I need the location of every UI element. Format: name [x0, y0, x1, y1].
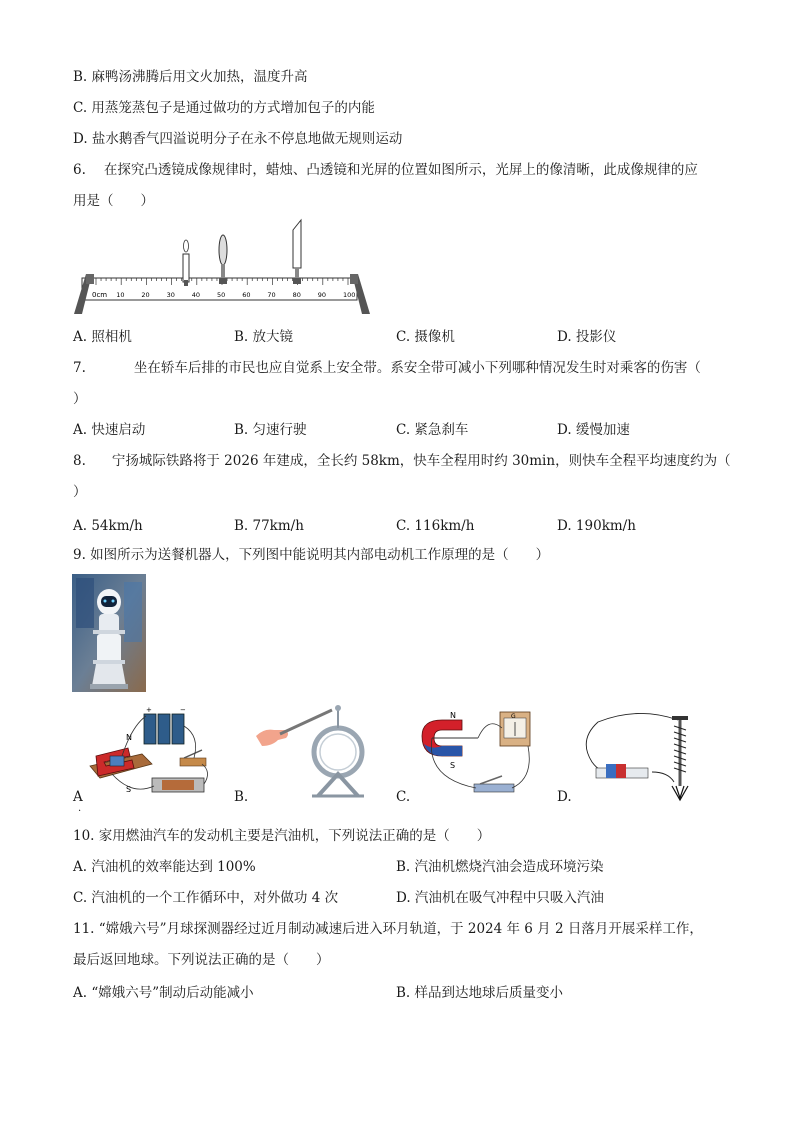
- svg-text:N: N: [450, 711, 456, 720]
- q10-option-a: A. 汽油机的效率能达到 100%: [73, 859, 256, 875]
- metal-ring: [314, 728, 362, 776]
- svg-text:N: N: [126, 733, 132, 742]
- ruler-tick-label: 50: [217, 291, 226, 299]
- q8-option-c: C. 116km/h: [396, 518, 475, 534]
- q9-label-a: A: [73, 789, 83, 805]
- svg-text:S: S: [126, 785, 132, 794]
- q7-number: 7.: [73, 360, 86, 376]
- q10-option-d: D. 汽油机在吸气冲程中只吸入汽油: [396, 890, 604, 906]
- q6-number: 6.: [73, 162, 86, 178]
- q5-option-c: C. 用蒸笼蒸包子是通过做功的方式增加包子的内能: [73, 100, 375, 116]
- q10-stem: 10. 家用燃油汽车的发动机主要是汽油机，下列说法正确的是（ ）: [73, 828, 491, 844]
- q5-option-d: D. 盐水鹅香气四溢说明分子在永不停息地做无规则运动: [73, 131, 403, 147]
- q7-text: 坐在轿车后排的市民也应自觉系上安全带。系安全带可减小下列哪种情况发生时对乘客的伤害（: [133, 360, 701, 376]
- q6-option-d: D. 投影仪: [557, 329, 617, 345]
- candle: [183, 240, 189, 286]
- svg-text:S: S: [450, 761, 456, 770]
- figure-c-induction: [418, 708, 536, 804]
- svg-text:+: +: [146, 706, 152, 714]
- ruler-tick-label: 20: [141, 291, 150, 299]
- q9-label-b: B.: [234, 789, 249, 805]
- ruler-tick-label: 90: [317, 291, 327, 299]
- q8-option-a: A. 54km/h: [73, 518, 143, 534]
- q7-stem-line2: ）: [73, 391, 87, 407]
- q6-stem-line1: [73, 161, 698, 179]
- light-screen: [293, 220, 301, 284]
- q7-option-a: A. 快速启动: [73, 422, 146, 438]
- q6-option-c: C. 摄像机: [396, 329, 455, 345]
- q7-option-d: D. 缓慢加速: [557, 422, 630, 438]
- q11-option-b: B. 样品到达地球后质量变小: [396, 985, 564, 1001]
- q9-stem: 9. 如图所示为送餐机器人，下列图中能说明其内部电动机工作原理的是（ ）: [73, 547, 550, 563]
- ruler-tick-label: 80: [292, 291, 301, 299]
- battery-pack: [144, 706, 186, 744]
- q10-option-c: C. 汽油机的一个工作循环中，对外做功 4 次: [73, 890, 339, 906]
- iron-filings: [672, 786, 688, 800]
- q9-label-a-dot: .: [78, 803, 82, 814]
- optical-bench-figure: [72, 218, 372, 318]
- q6-text: 在探究凸透镜成像规律时，蜡烛、凸透镜和光屏的位置如图所示，光屏上的像清晰，此成像规律的应: [103, 162, 698, 178]
- q6-option-b: B. 放大镜: [234, 329, 294, 345]
- q8-number: 8.: [73, 453, 86, 469]
- q8-text: 宁扬城际铁路将于 2026 年建成，全长约 58km，快车全程用时约 30min，则快车全程平均速度约为（: [111, 453, 731, 469]
- convex-lens: [219, 235, 227, 284]
- q6-option-a: A. 照相机: [73, 329, 132, 345]
- q7-option-b: B. 匀速行驶: [234, 422, 307, 438]
- q8-option-d: D. 190km/h: [557, 518, 636, 534]
- q7-stem-line1: [73, 359, 701, 377]
- ruler-tick-label: 10: [116, 291, 125, 299]
- ruler-unit-label: 0cm: [92, 291, 108, 299]
- q11-stem-line2: 最后返回地球。下列说法正确的是（ ）: [73, 952, 330, 968]
- figure-d-electromagnet: [578, 712, 698, 802]
- ruler-tick-label: 60: [242, 291, 251, 299]
- q11-option-a: A. “嫦娥六号”制动后动能减小: [73, 985, 254, 1001]
- q10-option-b: B. 汽油机燃烧汽油会造成环境污染: [396, 859, 604, 875]
- q8-option-b: B. 77km/h: [234, 518, 304, 534]
- svg-text:G: G: [511, 713, 516, 720]
- q7-option-c: C. 紧急刹车: [396, 422, 469, 438]
- ruler-tick-label: 70: [267, 291, 276, 299]
- q9-label-c: C.: [396, 789, 411, 805]
- q6-stem-line2: 用是（ ）: [73, 193, 154, 209]
- delivery-robot-photo: [72, 574, 146, 692]
- q11-stem-line1: 11. “嫦娥六号”月球探测器经过近月制动减速后进入环月轨道，于 2024 年 6 月 2 日落月开展采样工作，: [73, 921, 703, 937]
- q9-label-d: D.: [557, 789, 572, 805]
- ruler-tick-label: 40: [191, 291, 201, 299]
- q5-option-b: B. 麻鸭汤沸腾后用文火加热，温度升高: [73, 69, 308, 85]
- figure-a-motor-circuit: [82, 706, 214, 801]
- svg-text:−: −: [180, 706, 186, 714]
- q8-stem-line2: ）: [73, 484, 87, 500]
- ruler-tick-label: 100: [343, 291, 356, 299]
- q8-stem-line1: [73, 452, 731, 470]
- figure-b-electroscope: [252, 700, 382, 800]
- ruler-tick-label: 30: [166, 291, 175, 299]
